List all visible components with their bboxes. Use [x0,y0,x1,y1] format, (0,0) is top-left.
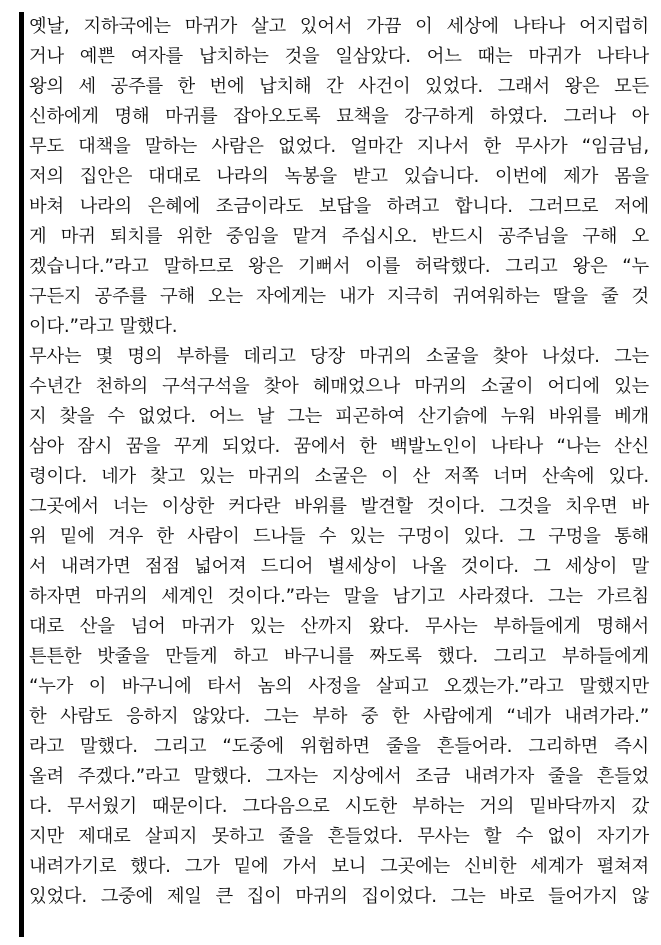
text-line: 저의 집안은 대대로 나라의 녹봉을 받고 있습니다. 이번에 제가 몸을 [29,166,649,187]
text-line: 겠습니다.”라고 말하므로 왕은 기뻐서 이를 허락했다. 그리고 왕은 “누 [29,256,649,277]
text-line: 대로 산을 넘어 마귀가 있는 산까지 왔다. 무사는 부하들에게 명해서 [29,616,649,637]
text-line: 한 사람도 응하지 않았다. 그는 부하 중 한 사람에게 “네가 내려가라.” [29,706,649,727]
text-line: 수년간 천하의 구석구석을 찾아 헤매었으나 마귀의 소굴이 어디에 있는 [29,376,649,397]
text-line: 내려가기로 했다. 그가 밑에 가서 보니 그곳에는 신비한 세계가 펼쳐져 [29,856,649,877]
text-line: 이다.”라고 말했다. [29,316,178,337]
left-margin-rule [19,12,24,937]
text-line: 무사는 몇 명의 부하를 데리고 당장 마귀의 소굴을 찾아 나섰다. 그는 [29,346,649,367]
text-line: 다. 무서웠기 때문이다. 그다음으로 시도한 부하는 거의 밑바닥까지 갔 [29,796,649,817]
text-line: 그곳에서 너는 이상한 커다란 바위를 발견할 것이다. 그것을 치우면 바 [29,496,649,517]
text-line: 게 마귀 퇴치를 위한 중임을 맡겨 주십시오. 반드시 공주님을 구해 오 [29,226,649,247]
text-line: 지만 제대로 살피지 못하고 줄을 흔들었다. 무사는 할 수 없이 자기가 [29,826,649,847]
text-line: 바쳐 나라의 은혜에 조금이라도 보답을 하려고 합니다. 그러므로 저에 [29,196,649,217]
story-text [29,12,649,912]
text-line: 거나 예쁜 여자를 납치하는 것을 일삼았다. 어느 때는 마귀가 나타나 [29,46,649,67]
text-line: 있었다. 그중에 제일 큰 집이 마귀의 집이었다. 그는 바로 들어가지 않 [29,886,649,907]
text-line: 무도 대책을 말하는 사람은 없었다. 얼마간 지나서 한 무사가 “임금님, [29,136,649,157]
text-line: 위 밑에 겨우 한 사람이 드나들 수 있는 구멍이 있다. 그 구멍을 통해 [29,526,649,547]
text-line: 튼튼한 밧줄을 만들게 하고 바구니를 짜도록 했다. 그리고 부하들에게 [29,646,649,667]
text-line: 지 찾을 수 없었다. 어느 날 그는 피곤하여 산기슭에 누워 바위를 베개 [29,406,649,427]
text-line: 하자면 마귀의 세계인 것이다.”라는 말을 남기고 사라졌다. 그는 가르침 [29,586,649,607]
text-line: 서 내려가면 점점 넓어져 드디어 별세상이 나올 것이다. 그 세상이 말 [29,556,649,577]
text-line: 올려 주겠다.”라고 말했다. 그자는 지상에서 조금 내려가자 줄을 흔들었 [29,766,649,787]
text-line: 왕의 세 공주를 한 번에 납치해 간 사건이 있었다. 그래서 왕은 모든 [29,76,649,97]
text-line: “누가 이 바구니에 타서 놈의 사정을 살피고 오겠는가.”라고 말했지만 [29,676,649,697]
text-line: 삼아 잠시 꿈을 꾸게 되었다. 꿈에서 한 백발노인이 나타나 “나는 산신 [29,436,649,457]
text-line: 령이다. 네가 찾고 있는 마귀의 소굴은 이 산 저쪽 너머 산속에 있다. [29,466,649,487]
text-line: 라고 말했다. 그리고 “도중에 위험하면 줄을 흔들어라. 그리하면 즉시 [29,736,649,757]
text-line: 구든지 공주를 구해 오는 자에게는 내가 지극히 귀여워하는 딸을 줄 것 [29,286,649,307]
text-line: 옛날, 지하국에는 마귀가 살고 있어서 가끔 이 세상에 나타나 어지럽히 [29,16,649,37]
text-line: 신하에게 명해 마귀를 잡아오도록 묘책을 강구하게 하였다. 그러나 아 [29,106,649,127]
